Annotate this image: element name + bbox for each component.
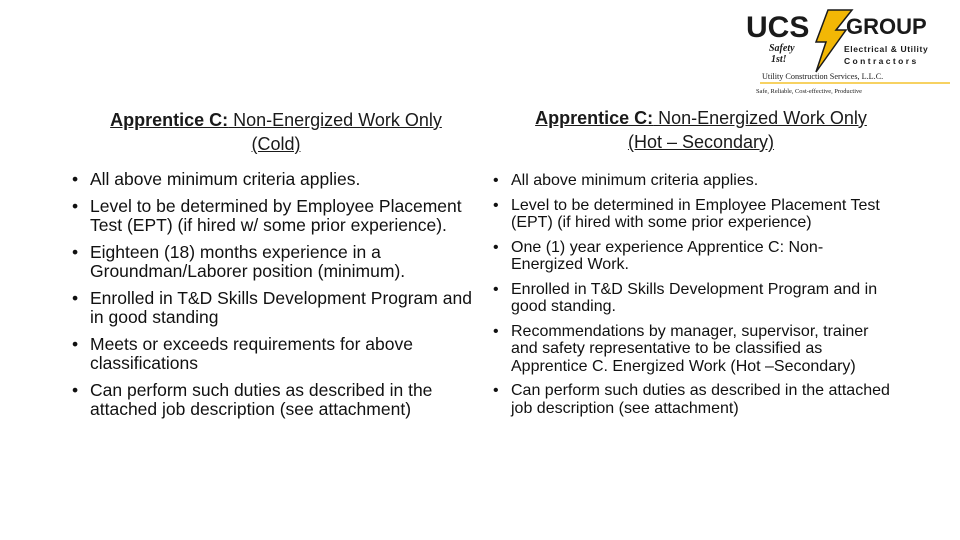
logo-motto: Safe, Reliable, Cost-effective, Productive [756,88,863,95]
bullet-icon: • [493,382,499,399]
bullet-icon: • [493,280,499,298]
left-column-title [76,108,476,156]
right-title-bold: Apprentice C: [535,108,654,128]
logo-tagline1: Electrical & Utility [844,44,929,54]
bullet-icon: • [493,196,499,214]
logo-company: Utility Construction Services, L.L.C. [762,72,884,81]
bullet-icon: • [72,288,79,308]
list-item-text: Level to be determined in Employee Placement Test (EPT) (if hired with some prior experience) [511,196,880,231]
logo-safety-line2: 1st! [771,54,787,65]
list-item-text: Eighteen (18) months experience in a Groundman/Laborer position (minimum). [90,242,406,281]
logo-safety-line1: Safety [769,43,795,54]
list-item-text: Meets or exceeds requirements for above classifications [90,334,413,373]
bullet-icon: • [493,172,499,189]
bullet-icon: • [72,380,79,400]
list-item [493,322,891,376]
left-criteria-list [72,169,472,427]
bullet-icon: • [493,238,499,256]
right-criteria-list [493,172,891,424]
list-item [72,169,472,189]
bullet-icon: • [72,169,79,189]
right-title-line1 [535,108,867,128]
list-item-text: All above minimum criteria applies. [90,169,361,189]
logo-group-text: GROUP [846,14,927,39]
list-item [493,382,891,417]
list-item-text: Recommendations by manager, supervisor, trainer and safety representative to be classified as Apprentice C. Energized Work (Hot –Secondary) [511,322,869,375]
list-item [72,288,472,327]
logo-graphic [742,6,954,98]
list-item [72,334,472,373]
list-item-text: Level to be determined by Employee Placement Test (EPT) (if hired w/ some prior experience). [90,196,462,235]
list-item [493,172,891,190]
list-item [72,380,472,419]
bullet-icon: • [72,242,79,262]
list-item [493,280,891,316]
list-item-text: One (1) year experience Apprentice C: Non-Energized Work. [511,238,824,273]
bullet-icon: • [72,196,79,216]
logo-ucs-text: UCS [746,11,810,44]
left-title-rest: Non-Energized Work Only [228,110,442,130]
left-title-line1 [110,110,442,130]
right-title-line2: (Hot – Secondary) [627,132,775,152]
right-title-rest: Non-Energized Work Only [653,108,867,128]
list-item [493,238,891,274]
list-item [72,196,472,235]
list-item-text: Can perform such duties as described in the attached job description (see attachment) [511,382,890,417]
ucs-group-logo [742,6,954,98]
list-item-text: All above minimum criteria applies. [511,172,759,189]
list-item-text: Enrolled in T&D Skills Development Program and in good standing. [511,280,878,315]
bullet-icon: • [493,322,499,340]
bullet-icon: • [72,334,79,354]
list-item [72,242,472,281]
left-title-bold: Apprentice C: [110,110,229,130]
logo-tagline2: Contractors [844,56,919,66]
left-title-line2: (Cold) [251,134,301,154]
right-column-title [498,106,904,154]
list-item [493,196,891,232]
list-item-text: Enrolled in T&D Skills Development Program and in good standing [90,288,472,327]
list-item-text: Can perform such duties as described in the attached job description (see attachment) [90,380,433,419]
